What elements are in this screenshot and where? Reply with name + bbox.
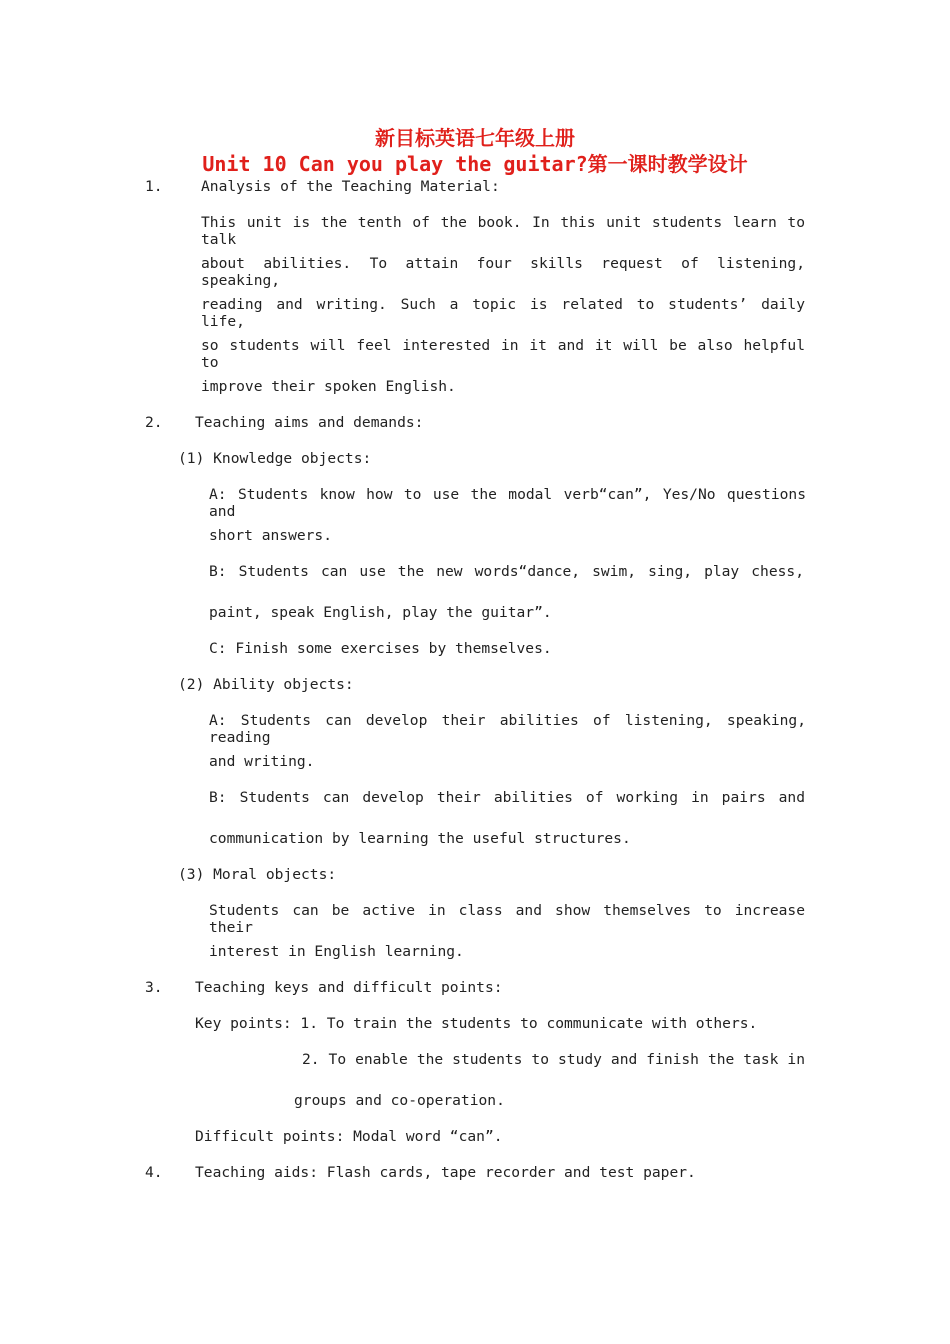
section-1-number: 1. <box>145 178 163 195</box>
section-1-line: reading and writing. Such a topic is related to students’ daily life, <box>201 296 805 330</box>
section-1-line: so students will feel interested in it and it will be also helpful to <box>201 337 805 371</box>
section-1-line: about abilities. To attain four skills request of listening, speaking, <box>201 255 805 289</box>
ability-item-b: B: Students can develop their abilities of working in pairs and <box>209 789 805 806</box>
section-3-heading: Teaching keys and difficult points: <box>195 979 503 996</box>
section-4-number: 4. <box>145 1164 163 1181</box>
knowledge-objects-heading: (1) Knowledge objects: <box>178 450 372 467</box>
moral-objects-heading: (3) Moral objects: <box>178 866 337 883</box>
key-point-2-cont: groups and co-operation. <box>294 1092 505 1109</box>
section-1-heading: Analysis of the Teaching Material: <box>201 178 500 195</box>
ability-item-a-cont: and writing. <box>209 753 315 770</box>
moral-item-cont: interest in English learning. <box>209 943 464 960</box>
ability-objects-heading: (2) Ability objects: <box>178 676 354 693</box>
difficult-points: Difficult points: Modal word “can”. <box>195 1128 503 1145</box>
key-point-2: 2. To enable the students to study and finish the task in <box>302 1051 805 1068</box>
document-subtitle: Unit 10 Can you play the guitar?第一课时教学设计 <box>202 152 748 176</box>
section-2-number: 2. <box>145 414 163 431</box>
section-1-line: This unit is the tenth of the book. In this unit students learn to talk <box>201 214 805 248</box>
ability-item-a: A: Students can develop their abilities of listening, speaking, reading <box>209 712 806 746</box>
knowledge-item-b-cont: paint, speak English, play the guitar”. <box>209 604 552 621</box>
key-point-1: Key points: 1. To train the students to communicate with others. <box>195 1015 758 1032</box>
section-3-number: 3. <box>145 979 163 996</box>
knowledge-item-a-cont: short answers. <box>209 527 333 544</box>
section-1-line: improve their spoken English. <box>201 378 456 395</box>
ability-item-b-cont: communication by learning the useful structures. <box>209 830 631 847</box>
knowledge-item-b: B: Students can use the new words“dance, swim, sing, play chess, <box>209 563 804 580</box>
knowledge-item-a: A: Students know how to use the modal verb“can”, Yes/No questions and <box>209 486 806 520</box>
moral-item: Students can be active in class and show themselves to increase their <box>209 902 805 936</box>
document-title: 新目标英语七年级上册 <box>375 126 575 150</box>
teaching-aids: Teaching aids: Flash cards, tape recorder and test paper. <box>195 1164 696 1181</box>
knowledge-item-c: C: Finish some exercises by themselves. <box>209 640 552 657</box>
section-2-heading: Teaching aims and demands: <box>195 414 424 431</box>
